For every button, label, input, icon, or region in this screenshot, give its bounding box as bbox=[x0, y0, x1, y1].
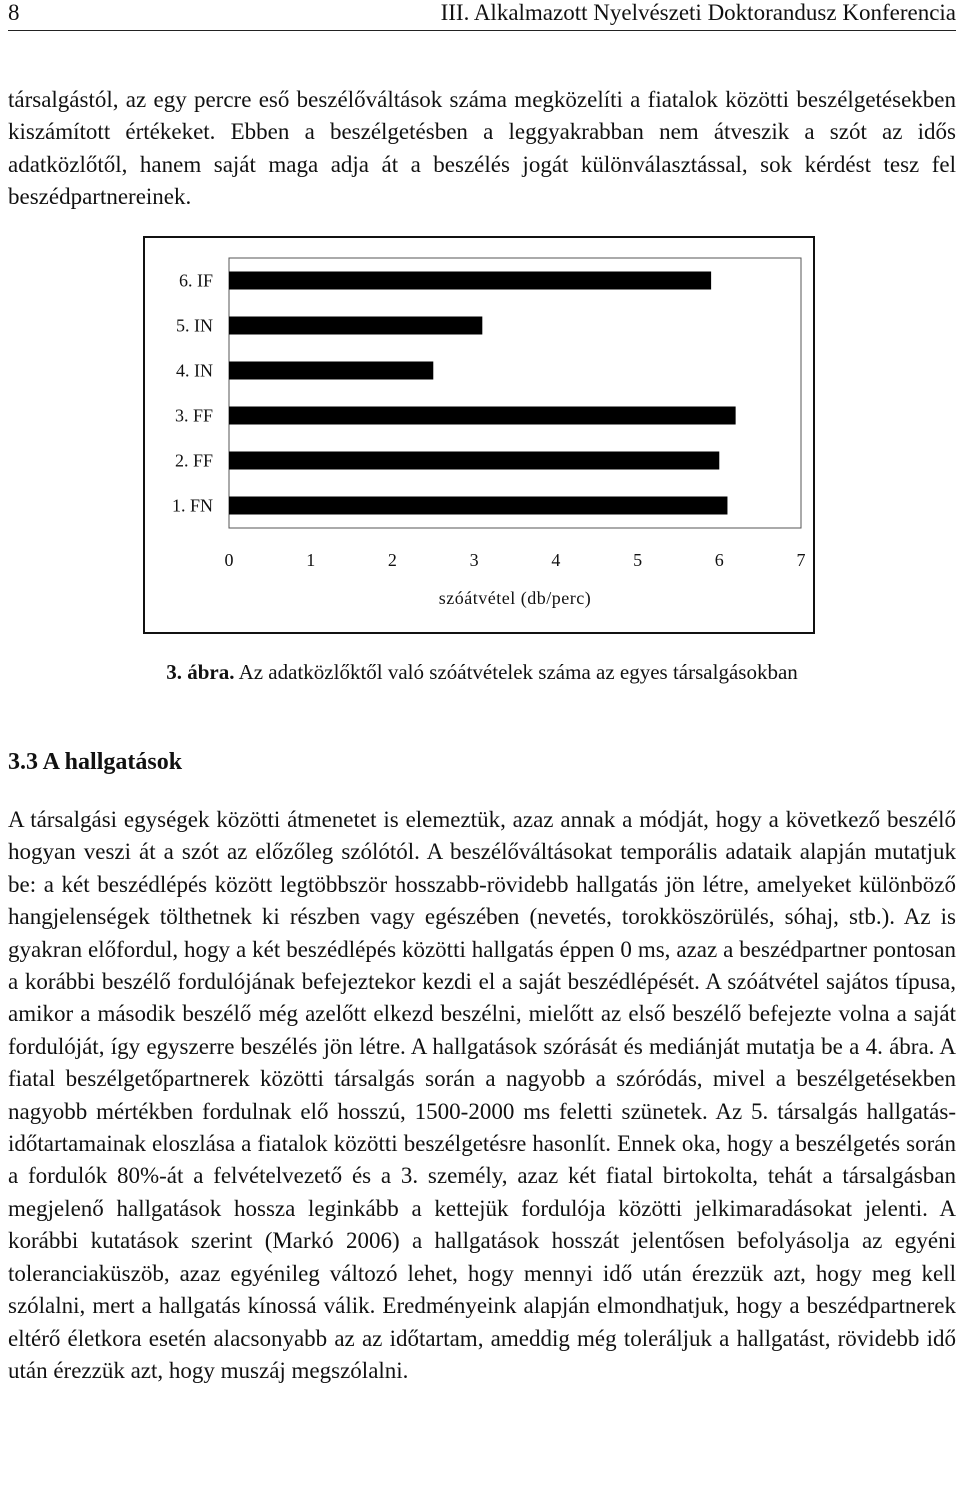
running-title: III. Alkalmazott Nyelvészeti Doktorandusz Konferencia bbox=[440, 0, 956, 25]
bar bbox=[229, 452, 719, 470]
x-tick-label: 2 bbox=[387, 550, 397, 570]
page-number: 8 bbox=[8, 0, 20, 25]
category-label: 2. FF bbox=[174, 450, 213, 471]
category-label: 3. FF bbox=[174, 405, 213, 426]
category-label: 1. FN bbox=[171, 495, 213, 516]
figure-caption bbox=[8, 658, 956, 686]
x-tick-label: 1 bbox=[306, 550, 316, 570]
bar bbox=[229, 497, 727, 515]
caption-label: 3. ábra. bbox=[166, 660, 235, 684]
bar bbox=[229, 317, 482, 335]
category-label: 6. IF bbox=[178, 270, 213, 291]
figure-frame bbox=[143, 236, 815, 634]
bar bbox=[229, 362, 433, 380]
paragraph-body: A társalgási egységek közötti átmenetet is elemeztük, azaz annak a módját, hogy a következő beszélő hogyan veszi át a szót az előzőleg szólótól. A beszélőváltásokat temporális adataik alapján mutatjuk be: a két beszédlépés között legtöbbször hosszabb-rövidebb hallgatás jön létre, amelyeket különböző hangjelenségek tölthetnek ki részben vagy egészében (nevetés, torokköszörülés, sóhaj, stb.). Az is gyakran előfordul, hogy a két beszédlépés közötti hallgatás éppen 0 ms, azaz a beszédpartner pontosan a korábbi beszélő fordulójának befejeztekor kezdi el a saját beszédlépését. A szóátvétel sajátos típusa, amikor a második beszélő még azelőtt elkezd beszélni, mielőtt az első beszélő befejezte volna a saját fordulóját, így egyszerre beszélés jön létre. A hallgatások szórását és mediánját mutatja be a 4. ábra. A fiatal beszélgetőpartnerek közötti társalgás során a nagyobb a szóródás, mivel a beszélgetésekben nagyobb mértékben fordulnak elő hosszú, 1500-2000 ms feletti szünetek. Az 5. társalgás hallgatás-időtartamainak eloszlása a fiatalok közötti beszélgetésre hasonlít. Ennek oka, hogy a beszélgetés során a fordulók 80%-át a felvételvezető és a 3. személy, azaz két fiatal birtokolta, tehát a társalgásban megjelenő hallgatások hossza leginkább a kettejük fordulója közötti jelkimaradásokat jelenti. A korábbi kutatások szerint (Markó 2006) a hallgatások hosszát jelentősen befolyásolja az egyéni toleranciaküszöb, azaz egyénileg változó lehet, hogy mennyi idő után érezzük azt, hogy meg kell szólalni, mert a hallgatás kínossá válik. Eredményeink alapján elmondhatjuk, hogy a beszédpartnerek eltérő életkora esetén alacsonyabb az az időtartam, ameddig még toleráljuk a hallgatást, rövidebb idő után érezzük azt, hogy muszáj megszólalni. bbox=[8, 807, 956, 1383]
bar bbox=[229, 272, 711, 290]
x-tick-label: 0 bbox=[224, 550, 234, 570]
x-tick-label: 3 bbox=[469, 550, 479, 570]
x-tick-label: 6 bbox=[714, 550, 724, 570]
x-tick-label: 7 bbox=[796, 550, 806, 570]
paragraph-intro: társalgástól, az egy percre eső beszélőváltások száma megközelíti a fiatalok közötti beszélgetésekben kiszámított értékeket. Ebben a beszélgetésben a leggyakrabban nem átveszik a szót az idős adatközlőtől, hanem saját maga adja át a beszélés jogát különválasztással, sok kérdést tesz fel beszédpartnereinek. bbox=[8, 87, 956, 209]
bar-chart bbox=[145, 238, 813, 632]
x-axis-label: szóátvétel (db/perc) bbox=[438, 588, 592, 608]
plot-area bbox=[229, 258, 801, 528]
category-label: 5. IN bbox=[176, 315, 213, 336]
page-header bbox=[8, 0, 956, 31]
caption-text: Az adatközlőktől való szóátvételek száma az egyes társalgásokban bbox=[234, 660, 798, 684]
category-label: 4. IN bbox=[176, 360, 213, 381]
x-tick-label: 4 bbox=[551, 550, 561, 570]
x-tick-label: 5 bbox=[633, 550, 643, 570]
section-heading: 3.3 A hallgatások bbox=[8, 749, 183, 775]
bar bbox=[229, 407, 736, 425]
